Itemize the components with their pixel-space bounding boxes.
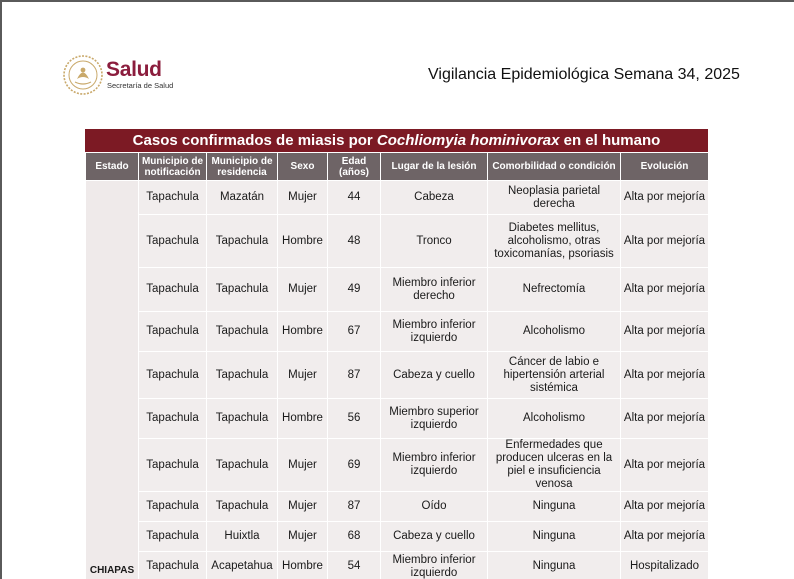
cell-edad: 44	[328, 181, 381, 215]
cell-municipio-notificacion: Tapachula	[139, 552, 207, 579]
table-row	[86, 268, 709, 312]
salud-logo	[62, 54, 192, 96]
cell-edad: 87	[328, 492, 381, 522]
table-row	[86, 312, 709, 352]
cell-edad: 69	[328, 439, 381, 492]
cell-lugar-lesion: Miembro inferior izquierdo	[381, 552, 488, 579]
cell-lugar-lesion: Miembro inferior izquierdo	[381, 312, 488, 352]
cell-sexo: Mujer	[278, 439, 328, 492]
cell-lugar-lesion: Miembro superior izquierdo	[381, 399, 488, 439]
logo-word: Salud	[106, 58, 162, 81]
cell-municipio-notificacion: Tapachula	[139, 268, 207, 312]
cell-sexo: Mujer	[278, 492, 328, 522]
cell-evolucion: Alta por mejoría	[621, 215, 709, 268]
cell-comorbilidad: Diabetes mellitus, alcoholismo, otras toxicomanías, psoriasis	[488, 215, 621, 268]
header-comorbilidad: Comorbilidad o condición	[488, 153, 621, 181]
document-title: Vigilancia Epidemiológica Semana 34, 2025	[428, 66, 740, 83]
cell-comorbilidad: Alcoholismo	[488, 312, 621, 352]
cell-lugar-lesion: Cabeza y cuello	[381, 522, 488, 552]
cell-municipio-residencia: Mazatán	[207, 181, 278, 215]
cell-comorbilidad: Ninguna	[488, 492, 621, 522]
cases-table	[85, 152, 709, 579]
cell-lugar-lesion: Cabeza y cuello	[381, 352, 488, 399]
logo-subtitle: Secretaría de Salud	[107, 81, 174, 90]
cell-municipio-residencia: Tapachula	[207, 268, 278, 312]
table-header-row	[86, 153, 709, 181]
table-row	[86, 399, 709, 439]
cases-table-section	[85, 129, 708, 579]
table-title-suffix: en el humano	[559, 132, 661, 149]
cell-lugar-lesion: Tronco	[381, 215, 488, 268]
cell-municipio-notificacion: Tapachula	[139, 399, 207, 439]
cell-edad: 67	[328, 312, 381, 352]
cell-comorbilidad: Neoplasia parietal derecha	[488, 181, 621, 215]
cell-municipio-residencia: Tapachula	[207, 312, 278, 352]
cell-evolucion: Alta por mejoría	[621, 522, 709, 552]
cell-edad: 56	[328, 399, 381, 439]
cell-municipio-notificacion: Tapachula	[139, 215, 207, 268]
table-title	[85, 129, 708, 152]
cell-municipio-notificacion: Tapachula	[139, 312, 207, 352]
cell-evolucion: Alta por mejoría	[621, 439, 709, 492]
cell-edad: 68	[328, 522, 381, 552]
header-municipio-notificacion: Municipio de notificación	[139, 153, 207, 181]
cell-lugar-lesion: Oído	[381, 492, 488, 522]
cell-edad: 49	[328, 268, 381, 312]
cell-municipio-residencia: Tapachula	[207, 215, 278, 268]
cell-sexo: Hombre	[278, 552, 328, 579]
table-title-species: Cochliomyia hominivorax	[376, 132, 560, 149]
cell-municipio-notificacion: Tapachula	[139, 522, 207, 552]
header-sexo: Sexo	[278, 153, 328, 181]
cell-evolucion: Hospitalizado	[621, 552, 709, 579]
cell-comorbilidad: Cáncer de labio e hipertensión arterial sistémica	[488, 352, 621, 399]
cell-comorbilidad: Ninguna	[488, 522, 621, 552]
cell-municipio-residencia: Tapachula	[207, 439, 278, 492]
cell-estado: CHIAPAS	[86, 181, 139, 579]
cell-municipio-residencia: Acapetahua	[207, 552, 278, 579]
table-title-prefix: Casos confirmados de miasis por	[132, 132, 377, 149]
cell-municipio-residencia: Huixtla	[207, 522, 278, 552]
header-evolucion: Evolución	[621, 153, 709, 181]
cell-sexo: Hombre	[278, 312, 328, 352]
cell-municipio-notificacion: Tapachula	[139, 492, 207, 522]
cell-comorbilidad: Enfermedades que producen ulceras en la piel e insuficiencia venosa	[488, 439, 621, 492]
header-estado: Estado	[86, 153, 139, 181]
cell-sexo: Mujer	[278, 181, 328, 215]
cell-sexo: Mujer	[278, 268, 328, 312]
cell-sexo: Mujer	[278, 522, 328, 552]
cell-evolucion: Alta por mejoría	[621, 312, 709, 352]
cell-sexo: Mujer	[278, 352, 328, 399]
cell-municipio-notificacion: Tapachula	[139, 352, 207, 399]
table-row	[86, 552, 709, 579]
header-lugar-lesion: Lugar de la lesión	[381, 153, 488, 181]
table-row	[86, 439, 709, 492]
cell-municipio-notificacion: Tapachula	[139, 439, 207, 492]
cell-lugar-lesion: Cabeza	[381, 181, 488, 215]
cell-evolucion: Alta por mejoría	[621, 399, 709, 439]
cell-municipio-residencia: Tapachula	[207, 492, 278, 522]
header-edad: Edad (años)	[328, 153, 381, 181]
cell-lugar-lesion: Miembro inferior derecho	[381, 268, 488, 312]
cell-comorbilidad: Alcoholismo	[488, 399, 621, 439]
cell-comorbilidad: Ninguna	[488, 552, 621, 579]
cell-municipio-residencia: Tapachula	[207, 399, 278, 439]
national-seal-icon	[62, 54, 104, 96]
cell-edad: 48	[328, 215, 381, 268]
table-row	[86, 215, 709, 268]
table-row	[86, 352, 709, 399]
cell-evolucion: Alta por mejoría	[621, 181, 709, 215]
cell-edad: 54	[328, 552, 381, 579]
table-row	[86, 181, 709, 215]
cell-sexo: Hombre	[278, 399, 328, 439]
cell-lugar-lesion: Miembro inferior izquierdo	[381, 439, 488, 492]
cell-sexo: Hombre	[278, 215, 328, 268]
table-row	[86, 522, 709, 552]
cell-edad: 87	[328, 352, 381, 399]
cell-municipio-notificacion: Tapachula	[139, 181, 207, 215]
cell-evolucion: Alta por mejoría	[621, 492, 709, 522]
cell-comorbilidad: Nefrectomía	[488, 268, 621, 312]
cell-evolucion: Alta por mejoría	[621, 352, 709, 399]
cell-municipio-residencia: Tapachula	[207, 352, 278, 399]
header-municipio-residencia: Municipio de residencia	[207, 153, 278, 181]
cell-evolucion: Alta por mejoría	[621, 268, 709, 312]
table-row	[86, 492, 709, 522]
